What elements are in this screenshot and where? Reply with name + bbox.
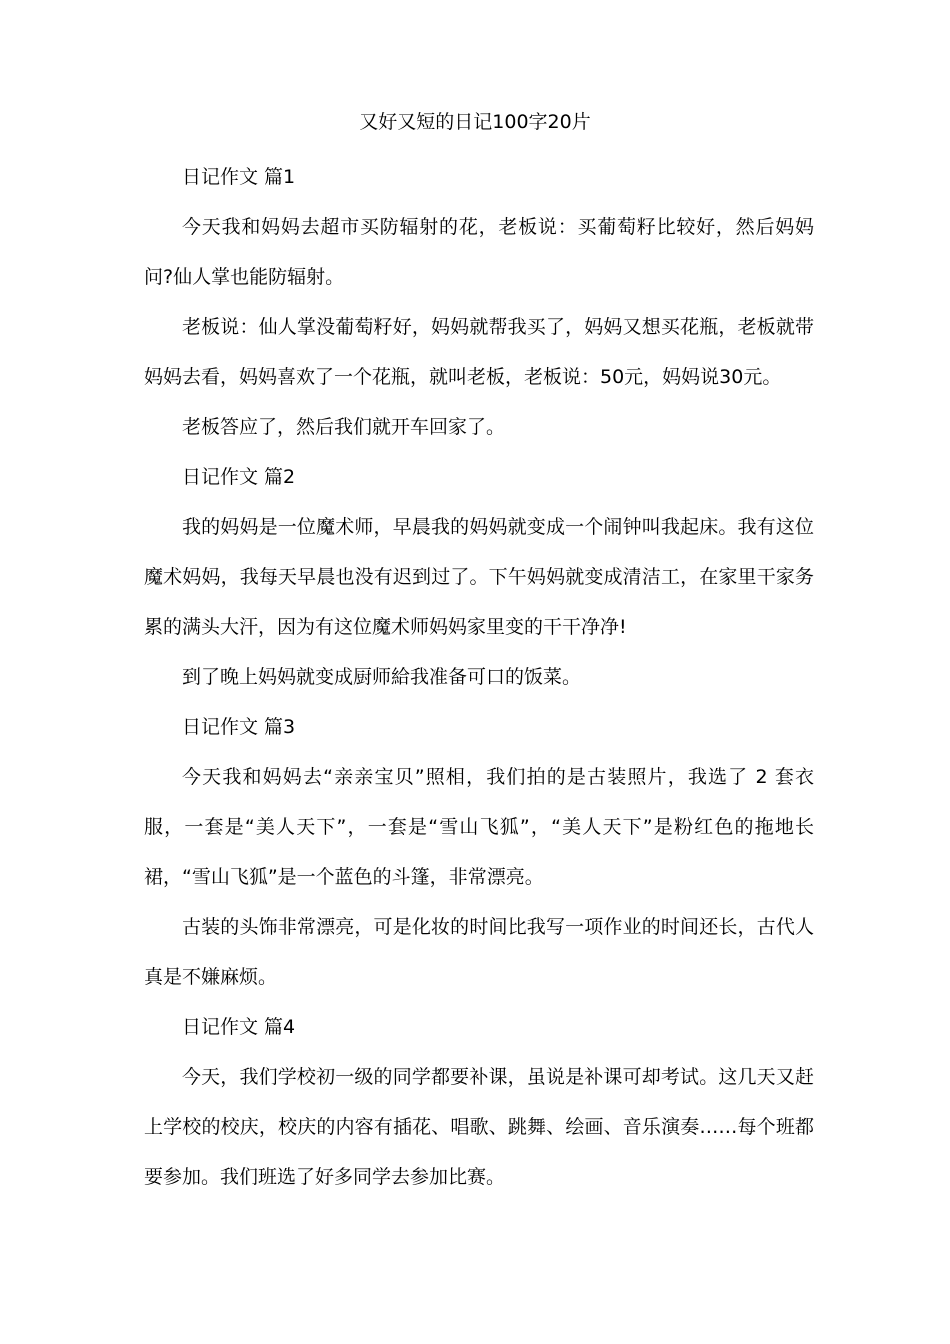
- paragraph: 今天我和妈妈去超市买防辐射的花，老板说：买葡萄籽比较好，然后妈妈问?仙人掌也能防辐射。: [144, 216, 814, 288]
- section-heading: 日记作文 篇1: [182, 166, 296, 188]
- paragraph: 我的妈妈是一位魔术师，早晨我的妈妈就变成一个闹钟叫我起床。我有这位魔术妈妈，我每天早晨也没有迟到过了。下午妈妈就变成清洁工，在家里干家务累的满头大汗，因为有这位魔术师妈妈家里变的干干净净!: [144, 516, 814, 638]
- section-heading: 日记作文 篇3: [182, 716, 296, 738]
- section-heading: 日记作文 篇2: [182, 466, 296, 488]
- paragraph: 老板说：仙人掌没葡萄籽好，妈妈就帮我买了，妈妈又想买花瓶，老板就带妈妈去看，妈妈喜欢了一个花瓶，就叫老板，老板说：50元，妈妈说30元。: [144, 316, 814, 388]
- section-heading: 日记作文 篇4: [182, 1016, 296, 1038]
- paragraph: 古装的头饰非常漂亮，可是化妆的时间比我写一项作业的时间还长，古代人真是不嫌麻烦。: [144, 916, 814, 988]
- paragraph: 今天我和妈妈去“亲亲宝贝”照相，我们拍的是古装照片，我选了 2 套衣服，一套是“美人天下”，一套是“雪山飞狐”，“美人天下”是粉红色的拖地长裙，“雪山飞狐”是一个蓝色的斗篷，非常漂亮。: [144, 766, 814, 888]
- document-body: [144, 152, 814, 1202]
- paragraph: 老板答应了，然后我们就开车回家了。: [182, 416, 506, 438]
- document-title: 又好又短的日记100字20片: [359, 111, 591, 133]
- paragraph: 到了晚上妈妈就变成厨师給我准备可口的饭菜。: [182, 666, 582, 688]
- paragraph: 今天，我们学校初一级的同学都要补课，虽说是补课可却考试。这几天又赶上学校的校庆，校庆的内容有插花、唱歌、跳舞、绘画、音乐演奏……每个班都要参加。我们班选了好多同学去参加比赛。: [144, 1066, 814, 1188]
